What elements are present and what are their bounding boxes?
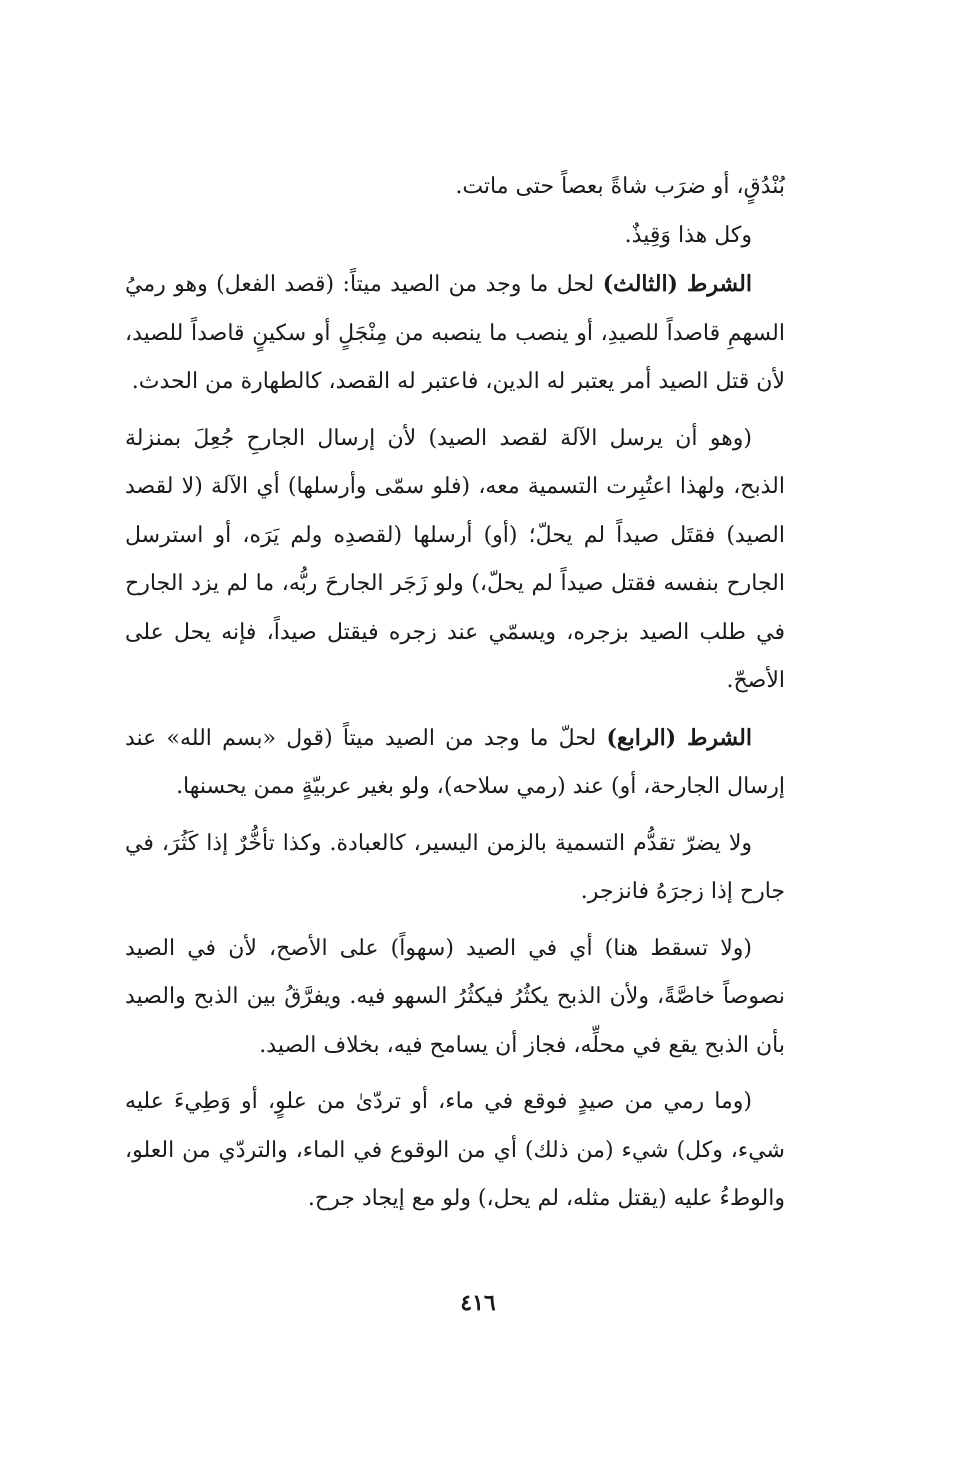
paragraph-5-text: لحلّ ما وجد من الصيد ميتاً (قول «بسم الله» عند إرسال الجارحة، أو) عند (رمي سلاحه)، ولو بغير عربيّةٍ ممن يحسنها. — [125, 725, 785, 799]
paragraph-3 — [125, 260, 785, 407]
paragraph-4-text: (وهو أن يرسل الآلة لقصد الصيد) لأن إرسال الجارحِ جُعِلَ بمنزلة الذبح، ولهذا اعتُبِرت التسمية معه، (فلو سمّى وأرسلها) أي الآلة (لا لقصد الصيد) فقتَل صيداً لم يحلّ؛ (أو) أرسلها (لقصدِه ولم يَرَه، أو استرسل الجارح بنفسه فقتل صيداً لم يحلّ،) ولو زَجَر الجارحَ ربُّه، ما لم يزد الجارح في طلب الصيد بزجره، ويسمّي عند زجره فيقتل صيداً، فإنه يحل على الأصحّ. — [125, 425, 785, 693]
paragraph-2-text: وكل هذا وَقِيذٌ. — [624, 222, 752, 248]
paragraph-6 — [125, 820, 785, 917]
paragraph-8-text: (وما رمي من صيدٍ فوقع في ماء، أو تردّىٰ من علوٍ، أو وَطِيءَ عليه شيء، وكل) شيء (من ذلك) أي من الوقوع في الماء، والتردّي من العلو، والوطءُ عليه (يقتل مثله، لم يحل،) ولو مع إيجاد جرح. — [125, 1089, 785, 1211]
paragraph-2 — [125, 212, 785, 261]
paragraph-5 — [125, 714, 785, 812]
paragraph-4 — [125, 415, 785, 706]
paragraph-7 — [125, 925, 785, 1071]
paragraph-3-text: لحل ما وجد من الصيد ميتاً: (قصد الفعل) وهو رميُ السهمِ قاصداً للصيدِ، أو ينصب ما ينصبه من مِنْجَلٍ أو سكينٍ قاصداً للصيد، لأن قتل الصيد أمر يعتبر له الدين، فاعتبر له القصد، كالطهارة من الحدث. — [125, 272, 785, 394]
paragraph-3-lead: الشرط (الثالث) — [602, 271, 752, 297]
paragraph-8 — [125, 1078, 785, 1224]
paragraph-5-lead: الشرط (الرابع) — [606, 724, 752, 751]
page-number: ٤١٦ — [460, 1290, 496, 1316]
page-body — [125, 163, 785, 1224]
paragraph-1-text: بُنْدُقٍ، أو ضرَب شاةً بعصاً حتى ماتت. — [455, 174, 785, 199]
paragraph-6-text: ولا يضرّ تقدُّم التسمية بالزمن اليسير، كالعبادة. وكذا تأخُّرٌ إذا كَثُرَ، في جارح إذا زجرَهُ فانزجر. — [125, 830, 785, 904]
paragraph-7-text: (ولا تسقط هنا) أي في الصيد (سهواً) على الأصح، لأن في الصيد نصوصاً خاصَّةً، ولأن الذبح يكثُرُ فيكثُرُ السهو فيه. ويفرَّقُ بين الذبح والصيد بأن الذبح يقع في محلِّه، فجاز أن يسامح فيه، بخلاف الصيد. — [125, 935, 785, 1058]
paragraph-1 — [125, 163, 785, 212]
